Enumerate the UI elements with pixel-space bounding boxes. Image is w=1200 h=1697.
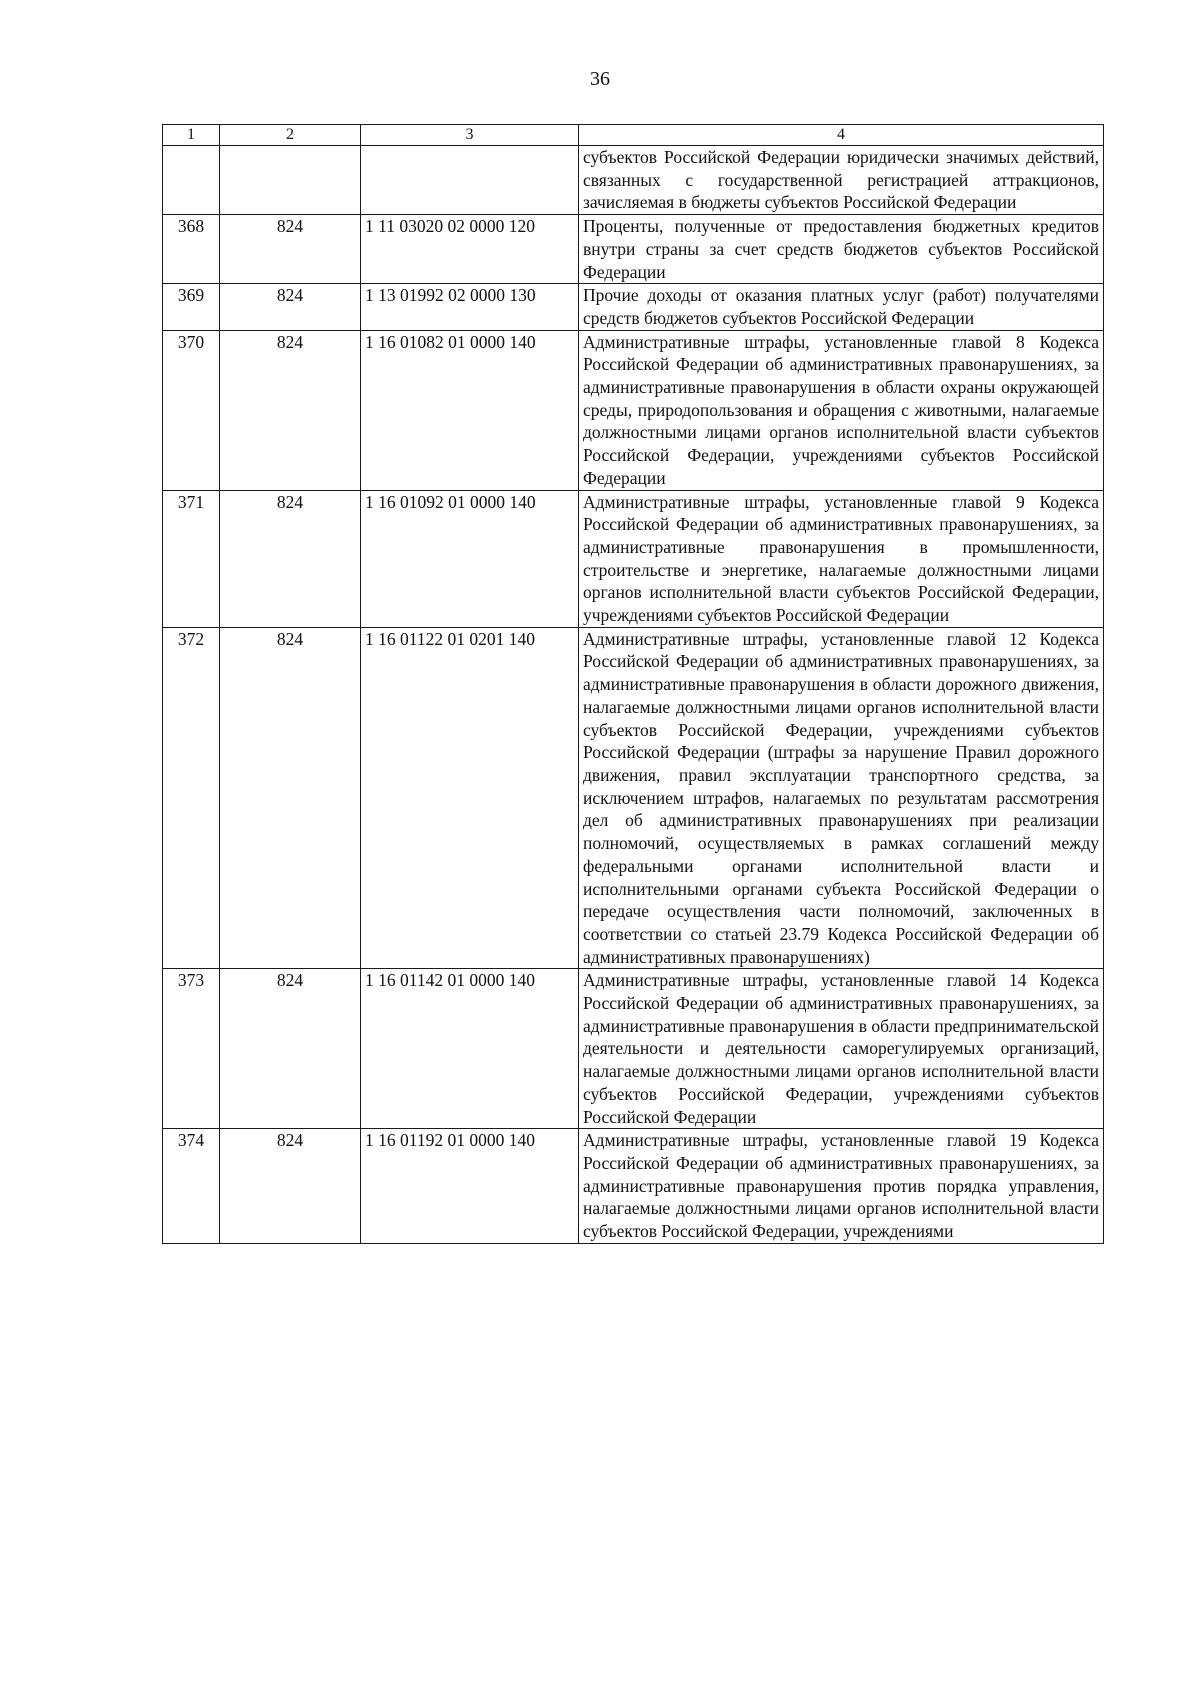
revenue-code: 1 16 01122 01 0201 140: [361, 627, 579, 969]
row-number: 373: [163, 969, 220, 1129]
column-header-4: 4: [579, 125, 1104, 146]
row-number: [163, 146, 220, 215]
table-row: [163, 969, 1104, 1129]
column-header-1: 1: [163, 125, 220, 146]
revenue-description: субъектов Российской Федерации юридически значимых действий, связанных с государственной регистрацией аттракционов, зачисляемая в бюджеты субъектов Российской Федерации: [579, 146, 1104, 215]
revenue-code: 1 16 01082 01 0000 140: [361, 330, 579, 490]
table-row: [163, 490, 1104, 627]
revenue-description: Прочие доходы от оказания платных услуг (работ) получателями средств бюджетов субъектов Российской Федерации: [579, 284, 1104, 330]
revenue-code: 1 16 01192 01 0000 140: [361, 1129, 579, 1244]
column-header-3: 3: [361, 125, 579, 146]
revenue-code: 1 16 01092 01 0000 140: [361, 490, 579, 627]
column-header-2: 2: [220, 125, 361, 146]
revenue-code: 1 13 01992 02 0000 130: [361, 284, 579, 330]
table-row: [163, 1129, 1104, 1244]
administrator-code: 824: [220, 215, 361, 284]
revenue-description: Административные штрафы, установленные главой 14 Кодекса Российской Федерации об административных правонарушениях, за административные правонарушения в области предпринимательской деятельности и деятельности саморегулируемых организаций, налагаемые должностными лицами органов исполнительной власти субъектов Российской Федерации, учреждениями субъектов Российской Федерации: [579, 969, 1104, 1129]
table-row: [163, 146, 1104, 215]
row-number: 368: [163, 215, 220, 284]
table-row: [163, 330, 1104, 490]
revenue-description: Административные штрафы, установленные главой 8 Кодекса Российской Федерации об административных правонарушениях, за административные правонарушения в области охраны окружающей среды, природопользования и обращения с животными, налагаемые должностными лицами органов исполнительной власти субъектов Российской Федерации, учреждениями субъектов Российской Федерации: [579, 330, 1104, 490]
administrator-code: 824: [220, 490, 361, 627]
revenue-code: [361, 146, 579, 215]
administrator-code: 824: [220, 627, 361, 969]
row-number: 372: [163, 627, 220, 969]
administrator-code: 824: [220, 330, 361, 490]
table-row: [163, 215, 1104, 284]
revenue-description: Административные штрафы, установленные главой 19 Кодекса Российской Федерации об административных правонарушениях, за административные правонарушения против порядка управления, налагаемые должностными лицами органов исполнительной власти субъектов Российской Федерации, учреждениями: [579, 1129, 1104, 1244]
table-header-row: [163, 125, 1104, 146]
row-number: 369: [163, 284, 220, 330]
revenue-description: Проценты, полученные от предоставления бюджетных кредитов внутри страны за счет средств бюджетов субъектов Российской Федерации: [579, 215, 1104, 284]
row-number: 370: [163, 330, 220, 490]
row-number: 374: [163, 1129, 220, 1244]
revenue-description: Административные штрафы, установленные главой 9 Кодекса Российской Федерации об административных правонарушениях, за административные правонарушения в промышленности, строительстве и энергетике, налагаемые должностными лицами органов исполнительной власти субъектов Российской Федерации, учреждениями субъектов Российской Федерации: [579, 490, 1104, 627]
revenue-description: Административные штрафы, установленные главой 12 Кодекса Российской Федерации об административных правонарушениях, за административные правонарушения в области дорожного движения, налагаемые должностными лицами органов исполнительной власти субъектов Российской Федерации, учреждениями субъектов Российской Федерации (штрафы за нарушение Правил дорожного движения, правил эксплуатации транспортного средства, за исключением штрафов, налагаемых по результатам рассмотрения дел об административных правонарушениях при реализации полномочий, осуществляемых в рамках соглашений между федеральными органами исполнительной власти и исполнительными органами субъекта Российской Федерации о передаче осуществления части полномочий, заключенных в соответствии со статьей 23.79 Кодекса Российской Федерации об административных правонарушениях): [579, 627, 1104, 969]
row-number: 371: [163, 490, 220, 627]
revenue-code: 1 16 01142 01 0000 140: [361, 969, 579, 1129]
administrator-code: 824: [220, 284, 361, 330]
page-number: 36: [590, 68, 610, 90]
table-row: [163, 284, 1104, 330]
revenue-codes-table: [162, 124, 1104, 1244]
administrator-code: 824: [220, 1129, 361, 1244]
administrator-code: [220, 146, 361, 215]
revenue-code: 1 11 03020 02 0000 120: [361, 215, 579, 284]
table-row: [163, 627, 1104, 969]
administrator-code: 824: [220, 969, 361, 1129]
